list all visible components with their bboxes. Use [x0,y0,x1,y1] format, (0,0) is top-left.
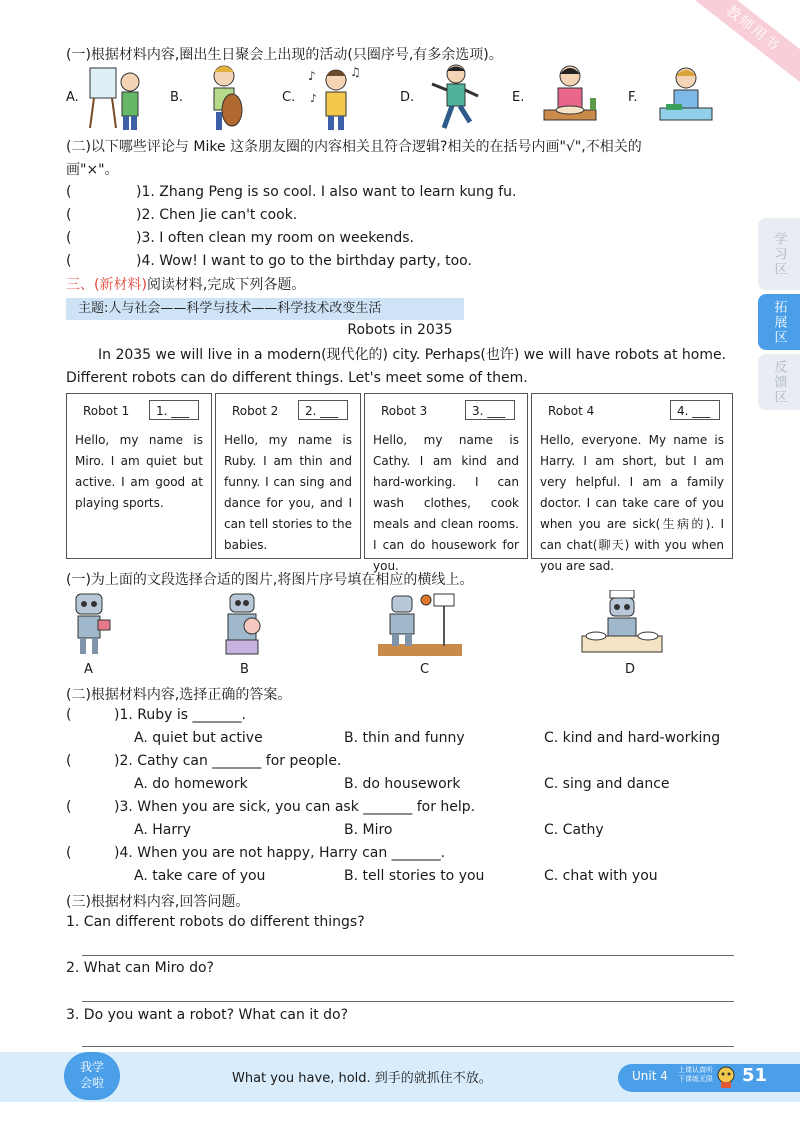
cello-kid-icon [196,62,256,132]
robot-name: Robot 1 [83,404,130,418]
mc-choice-c[interactable]: C. Cathy [544,822,604,838]
footer-motto: What you have, hold. 到手的就抓住不放。 [232,1071,492,1086]
mc-question-text: )3. When you are sick, you can ask _______ for help. [114,799,476,815]
answer-paren: ( [66,253,72,269]
answer-line-3[interactable] [82,1046,734,1047]
unit-label: Unit 4 [632,1069,668,1083]
answer-paren[interactable]: ( [66,799,72,815]
sub-question-choose-picture: (一)为上面的文段选择合适的图片,将图片序号填在相应的横线上。 [66,572,474,588]
robot-card-1 [66,393,212,559]
robot-picture-row [50,590,750,680]
mc-question-text: )2. Cathy can _______ for people. [114,753,342,769]
comment-item[interactable] [66,207,297,223]
mc-question [66,799,475,815]
side-tab-label: 学习区 [771,231,787,277]
cooking-kid-icon [540,62,600,132]
passage-intro-line2: Different robots can do different things. Let's meet some of them. [66,370,528,386]
picture-label-c: C [420,662,430,677]
slogan-line2: 下课练无限 [678,1075,713,1083]
robot-answer-blank[interactable]: 1. ___ [149,400,199,420]
teacher-edition-tag: 教师用书 [686,0,800,85]
mc-question-text: )1. Ruby is _______. [114,707,246,723]
side-tab-study[interactable] [758,218,800,290]
side-tab-label: 反馈区 [771,359,787,405]
page-number: 51 [742,1065,768,1086]
comment-text: )1. Zhang Peng is so cool. I also want to learn kung fu. [136,184,517,200]
answer-paren[interactable]: ( [66,707,72,723]
activity-picture-row [66,62,726,134]
robot-card-3 [364,393,528,573]
slogan-line1: 上课认真听 [678,1066,713,1074]
option-f-label: F. [628,90,638,105]
mc-choice-b[interactable]: B. tell stories to you [344,868,485,884]
babysitter-robot-icon [214,590,270,656]
cooking-robot-icon [580,590,664,656]
question-comments-line1: (二)以下哪些评论与 Mike 这条朋友圈的内容相关且符合逻辑?相关的在括号内画"√",不相关的 [66,139,642,155]
robot-description: Hello, my name is Ruby. I am thin and funny. I can sing and dance for you, and I can tell stories to the babies. [224,433,352,552]
comment-item[interactable] [66,253,472,269]
i-learned-logo [64,1052,120,1100]
mc-question-text: )4. When you are not happy, Harry can _______. [114,845,446,861]
section-number: 三、 [66,277,94,293]
robot-card-4 [531,393,733,573]
kungfu-kid-icon [426,62,486,132]
picture-label-b: B [240,662,249,677]
answer-line-1[interactable] [82,955,734,956]
option-a-label: A. [66,90,79,105]
new-material-tag: (新材料) [94,277,147,293]
logo-line2: 会啦 [79,1076,104,1090]
painting-kid-icon [86,62,146,132]
comment-item[interactable] [66,184,516,200]
svg-text:♫: ♫ [350,65,361,79]
footer-slogan [678,1066,713,1084]
svg-text:♪: ♪ [310,92,318,105]
mascot-icon [716,1066,736,1088]
logo-line1: 我学 [79,1060,104,1074]
comment-text: )3. I often clean my room on weekends. [136,230,414,246]
open-question-3: 3. Do you want a robot? What can it do? [66,1007,349,1023]
robot-answer-blank[interactable]: 3. ___ [465,400,515,420]
option-d-label: D. [400,90,415,105]
robot-answer-blank[interactable]: 4. ___ [670,400,720,420]
mc-choice-c[interactable]: C. sing and dance [544,776,670,792]
mc-choice-a[interactable]: A. do homework [134,776,248,792]
side-tab-feedback[interactable] [758,354,800,410]
mc-choice-c[interactable]: C. kind and hard-working [544,730,721,746]
answer-line-2[interactable] [82,1001,734,1002]
mc-question [66,707,246,723]
robot-description: Hello, my name is Cathy. I am kind and hard-working. I can wash clothes, cook meals and clean rooms. I can do housework for you. [373,433,519,573]
section-instruction: 阅读材料,完成下列各题。 [146,277,306,293]
svg-text:♪: ♪ [308,69,316,83]
page-footer [0,1052,800,1102]
answer-paren[interactable]: ( [66,753,72,769]
mc-choice-a[interactable]: A. take care of you [134,868,266,884]
comment-item[interactable] [66,230,414,246]
sub-question-answer: (三)根据材料内容,回答问题。 [66,894,250,910]
basketball-robot-icon [378,590,462,656]
mc-choice-a[interactable]: A. Harry [134,822,191,838]
passage-title: Robots in 2035 [347,322,453,338]
open-question-1: 1. Can different robots do different things? [66,914,365,930]
robot-description: Hello, everyone. My name is Harry. I am short, but I am very helpful. I am a family doctor. I can take care of you when you are sick(生病的). I can chat(聊天) with you when you are sad. [540,433,724,573]
robot-name: Robot 4 [548,404,595,418]
answer-paren: ( [66,230,72,246]
section-three-heading [66,274,305,294]
mc-question [66,753,341,769]
passage-intro-line1: In 2035 we will live in a modern(现代化的) city. Perhaps(也许) we will have robots at home. [98,347,727,363]
robot-answer-blank[interactable]: 2. ___ [298,400,348,420]
theme-banner: 主题:人与社会——科学与技术——科学技术改变生活 [66,298,464,320]
option-c-label: C. [282,90,296,105]
doctor-robot-icon [64,590,114,656]
answer-paren[interactable]: ( [66,845,72,861]
robot-name: Robot 2 [232,404,279,418]
question-circle-activities: (一)根据材料内容,圈出生日聚会上出现的活动(只圈序号,有多余选项)。 [66,47,503,63]
open-question-2: 2. What can Miro do? [66,960,214,976]
robot-name: Robot 3 [381,404,428,418]
mc-choice-c[interactable]: C. chat with you [544,868,658,884]
mc-choice-a[interactable]: A. quiet but active [134,730,263,746]
comment-text: )4. Wow! I want to go to the birthday party, too. [136,253,472,269]
option-e-label: E. [512,90,525,105]
mc-choice-b[interactable]: B. Miro [344,822,393,838]
singing-kid-icon [306,62,366,132]
comment-text: )2. Chen Jie can't cook. [136,207,298,223]
mc-question [66,845,445,861]
option-b-label: B. [170,90,184,105]
robot-description: Hello, my name is Miro. I am quiet but active. I am good at playing sports. [75,433,203,510]
cutting-kid-icon [656,62,716,132]
sub-question-multiple-choice: (二)根据材料内容,选择正确的答案。 [66,687,292,703]
answer-paren: ( [66,184,72,200]
question-comments-line2: 画"×"。 [66,162,119,178]
mc-choice-b[interactable]: B. do housework [344,776,461,792]
answer-paren: ( [66,207,72,223]
side-tab-label: 拓展区 [771,299,787,345]
mc-choice-b[interactable]: B. thin and funny [344,730,465,746]
picture-label-a: A [84,662,93,677]
picture-label-d: D [625,662,636,677]
robot-card-2 [215,393,361,559]
